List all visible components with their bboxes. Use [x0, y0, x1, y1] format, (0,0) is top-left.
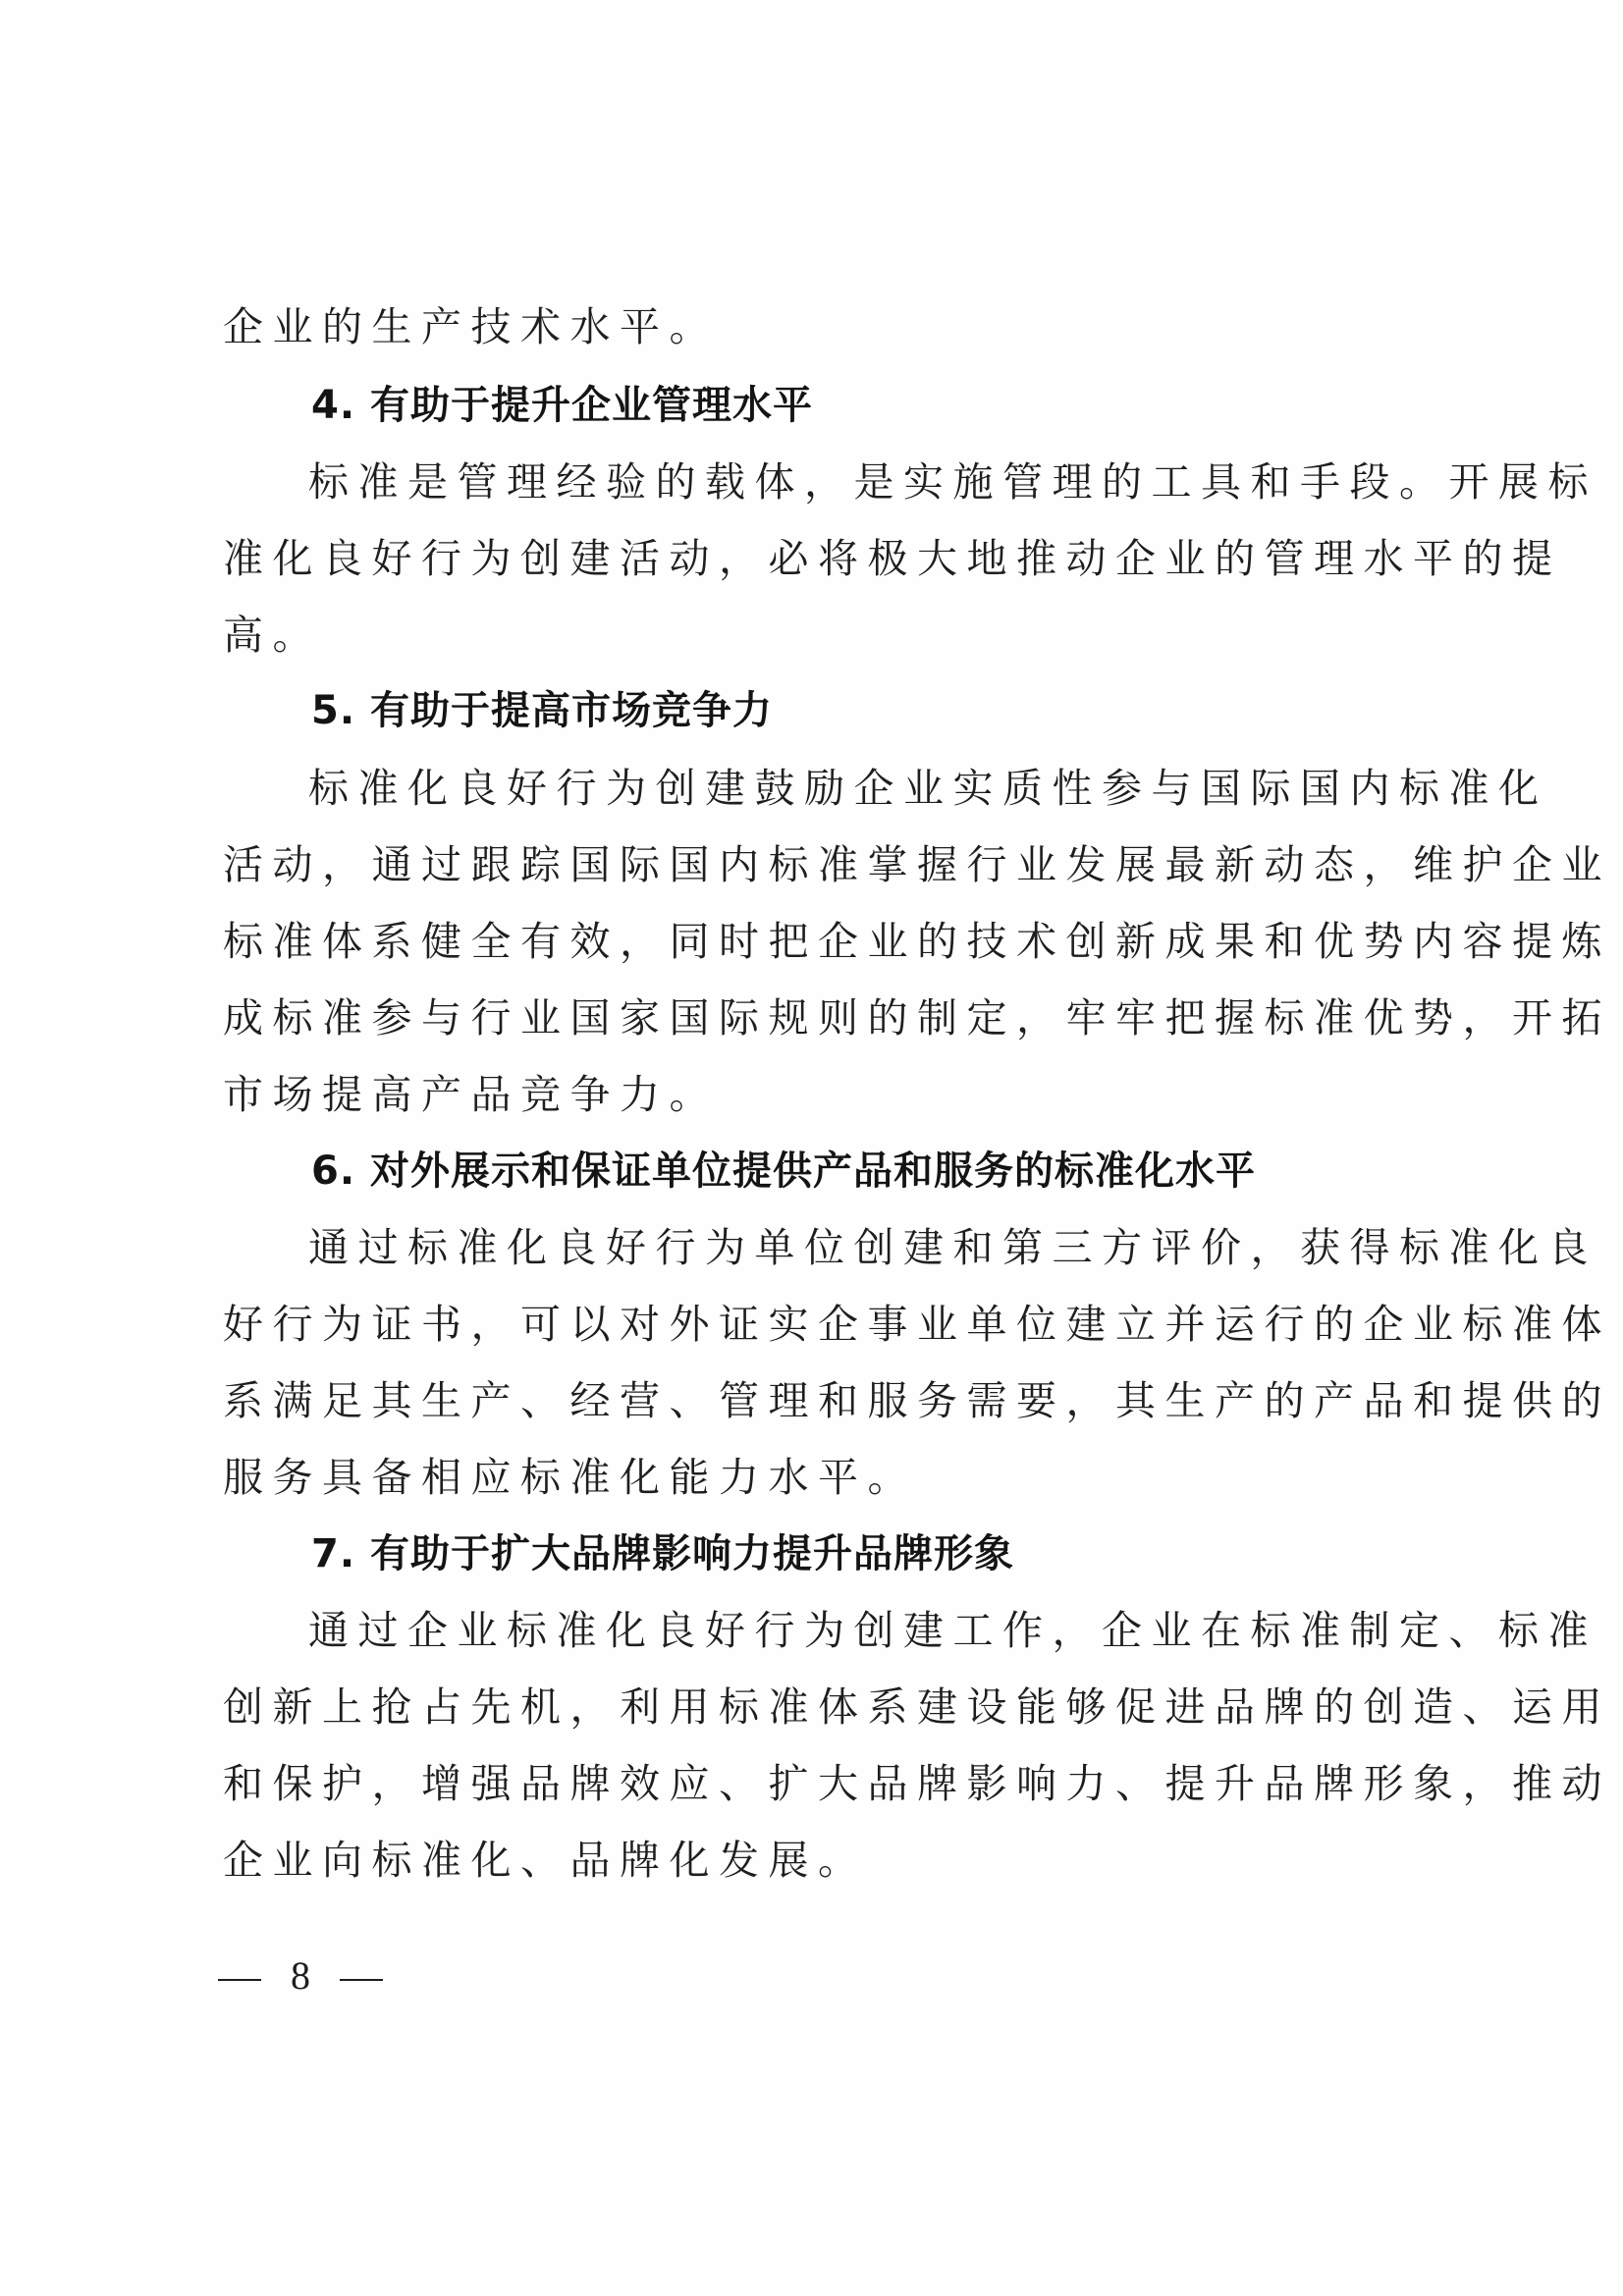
body-text-line: 标准是管理经验的载体，是实施管理的工具和手段。开展标	[308, 458, 1597, 506]
body-text-line: 好行为证书，可以对外证实企事业单位建立并运行的企业标准体	[223, 1301, 1611, 1348]
section-heading-5: 5. 有助于提高市场竞争力	[311, 688, 773, 733]
left-dash	[218, 1979, 261, 1981]
page-number: 8	[291, 1953, 310, 1998]
body-text-line: 企业的生产技术水平。	[223, 303, 719, 350]
section-heading-6: 6. 对外展示和保证单位提供产品和服务的标准化水平	[311, 1148, 1256, 1194]
body-text-line: 准化良好行为创建活动，必将极大地推动企业的管理水平的提	[223, 535, 1562, 582]
page-number-footer	[218, 1949, 383, 2003]
body-text-line: 通过标准化良好行为单位创建和第三方评价，获得标准化良	[308, 1224, 1597, 1271]
body-text-line: 系满足其生产、经营、管理和服务需要，其生产的产品和提供的	[223, 1377, 1611, 1424]
section-heading-4: 4. 有助于提升企业管理水平	[311, 383, 813, 428]
body-text-line: 企业向标准化、品牌化发展。	[223, 1837, 868, 1884]
section-heading-7: 7. 有助于扩大品牌影响力提升品牌形象	[311, 1531, 1014, 1576]
body-text-line: 服务具备相应标准化能力水平。	[223, 1454, 917, 1501]
body-text-line: 通过企业标准化良好行为创建工作，企业在标准制定、标准	[308, 1607, 1597, 1654]
body-text-line: 标准化良好行为创建鼓励企业实质性参与国际国内标准化	[308, 765, 1548, 812]
body-text-line: 高。	[223, 612, 322, 659]
body-text-line: 标准体系健全有效，同时把企业的技术创新成果和优势内容提炼	[223, 918, 1611, 965]
body-text-line: 创新上抢占先机，利用标准体系建设能够促进品牌的创造、运用	[223, 1683, 1611, 1731]
body-text-line: 和保护，增强品牌效应、扩大品牌影响力、提升品牌形象，推动	[223, 1760, 1611, 1807]
body-text-line: 活动，通过跟踪国际国内标准掌握行业发展最新动态，维护企业	[223, 841, 1611, 888]
body-text-line: 市场提高产品竞争力。	[223, 1071, 719, 1118]
right-dash	[340, 1979, 383, 1981]
body-text-line: 成标准参与行业国家国际规则的制定，牢牢把握标准优势，开拓	[223, 994, 1611, 1041]
